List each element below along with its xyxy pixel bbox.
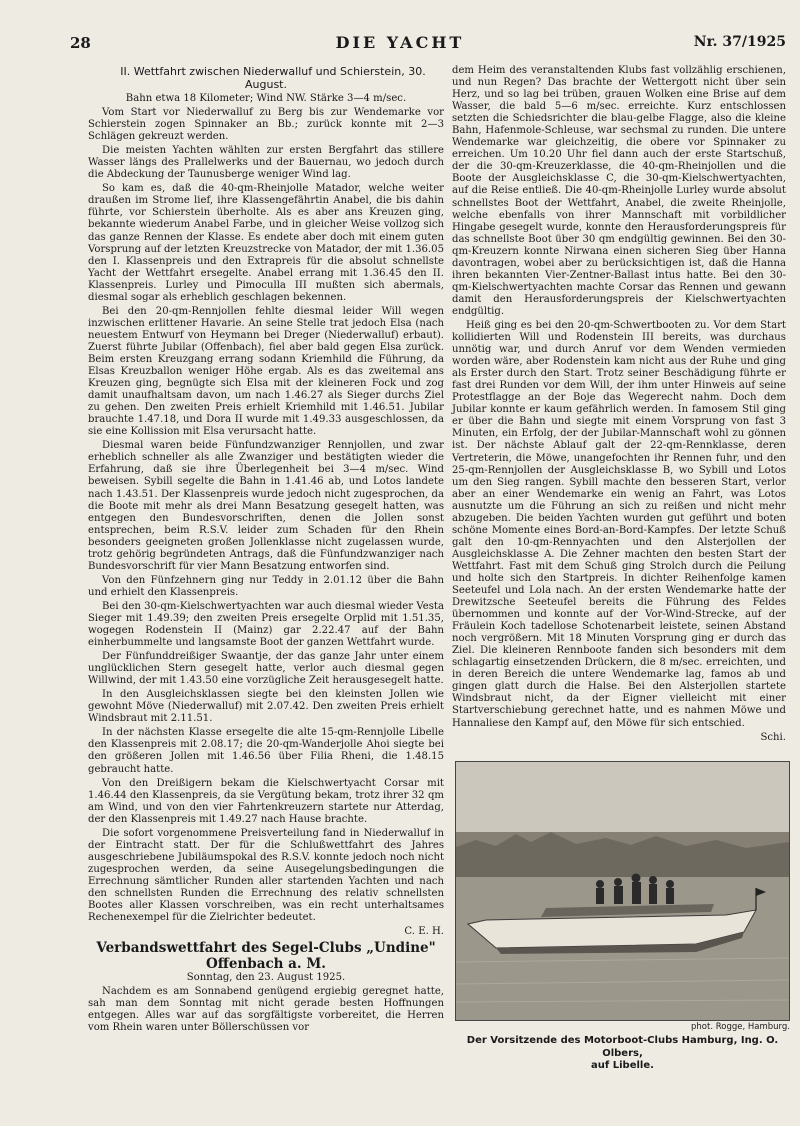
paragraph: Die sofort vorgenommene Preisverteilung fand in Niederwalluf in der Eintracht statt. Der für die Schlußwettfahrt des Jahres ausgeschriebene Jubiläumspokal des R.S.V. konnte jedoch noch nicht zugesprochen werden, da seine Ausegelungsbedingungen die Errechnung sämtlicher Runden aller startenden Yachten und nach den schnellsten Runden die Errechnung des relativ schnellsten Bootes aller Klassen vorschreiben, was ein recht unterhaltsames Rechenexempel für die Zielrichter bedeutet. xyxy=(88,827,444,924)
paragraph: dem Heim des veranstaltenden Klubs fast vollzählig erschienen, und nun Regen? Das brachte der Wettergott nicht über sein Herz, und so lag bei trüben, grauen Wolken eine Brise auf dem Wasser, die bald 5—6 m/sec. erreichte. Kurz entschlossen setzten die Schiedsrichter die blau-gelbe Flagge, also die kleine Bahn, Hafenmole-Schleuse, war sechsmal zu runden. Die untere Wendemarke war gleichzeitig, die obere vor Spinnaker zu erreichen. Um 10.20 Uhr fiel dann auch der erste Startschuß, der die 30-qm-Kreuzerklasse, die 40-qm-Rheinjollen und die Boote der Ausgleichsklasse C, die 30-qm-Kielschwertyachten, auf die Reise entließ. Die 40-qm-Rheinjolle Lurley wurde absolut schnellstes Boot der Wettfahrt, Anabel, die zweite Rheinjolle, welche ebenfalls von ihrer Mannschaft mit vorbildlicher Hingabe gesegelt wurde, konnte den Herausforderungspreis für das schnellste Boot über 30 qm endgültig gewinnen. Bei den 30-qm-Kreuzern konnte Nirwana einen sicheren Sieg über Hanna davontragen, wobei aber zu berücksichtigen ist, daß die Hanna ihren bekannten Vier-Zentner-Ballast intus hatte. Bei den 30-qm-Kielschwertyachten machte Corsar das Rennen und gewann damit den Herausforderungspreis der Kielschwertyachten endgültig. xyxy=(452,65,786,317)
paragraph: Vom Start vor Niederwalluf zu Berg bis zur Wendemarke vor Schierstein zogen Spinnaker an Bb.; zurück konnte mit 2—3 Schlägen gekreuzt werden. xyxy=(88,107,444,143)
caption-line: auf Libelle. xyxy=(591,1060,654,1071)
paragraph: Bei den 20-qm-Rennjollen fehlte diesmal leider Will wegen inzwischen erlittener Havarie. An seine Stelle trat jedoch Elsa (nach neuestem Entwurf von Heymann bei Dreger (Niederwalluf) erbaut). Zuerst führte Jubilar (Offenbach), fiel aber bald gegen Elsa zurück. Beim ersten Kreuzgang errang sodann Kriemhild die Führung, da Elsas Kreuzballon weniger Höhe ergab. Als es das zweitemal ans Kreuzen ging, begnügte sich Elsa mit der kleineren Fock und zog damit unaufhaltsam davon, um nach 1.46.27 als Sieger durchs Ziel zu gehen. Den zweiten Preis erhielt Kriemhild mit 1.46.51. Jubilar brauchte 1.47.18, und Dora II wurde mit 1.49.33 ausgeschlossen, da sie eine Kollission mit Elsa verursacht hatte. xyxy=(88,305,444,438)
article-title: Verbandswettfahrt des Segel-Clubs „Undine" xyxy=(96,940,436,957)
motorboat-photo xyxy=(455,761,790,1021)
section-title: II. Wettfahrt zwischen Niederwalluf und Schierstein, 30. August. xyxy=(120,65,426,91)
issue-number: Nr. 37/1925 xyxy=(693,34,786,50)
paragraph: So kam es, daß die 40-qm-Rheinjolle Matador, welche weiter draußen im Strome lief, ihre Klassengefährtin Anabel, die bis dahin führte, vor Schierstein überholte. Als es aber ans Kreuzen ging, bekannte wiederum Anabel Farbe, und in gleicher Weise vollzog sich das ganze Rennen der Klasse. Es endete aber doch mit einem guten Vorsprung auf der letzten Kreuzstrecke von Matador, der mit 1.36.05 den I. Klassenpreis und den Extrapreis für die absolut schnellste Yacht der Wettfahrt ersegelte. Anabel errang mit 1.36.45 den II. Klassenpreis. Lurley und Pimoculla III mußten sich abermals, diesmal sogar als erheblich geschlagen bekennen. xyxy=(88,183,444,303)
photo-credit: phot. Rogge, Hamburg. xyxy=(691,1022,790,1032)
right-column xyxy=(452,65,786,746)
paragraph: In den Ausgleichsklassen siegte bei den kleinsten Jollen wie gewohnt Möve (Niederwalluf) mit 2.07.42. Den zweiten Preis erhielt Windsbraut mit 2.11.51. xyxy=(88,689,444,725)
author-signature: C. E. H. xyxy=(404,926,444,938)
photo-caption xyxy=(455,1035,790,1073)
paragraph: In der nächsten Klasse ersegelte die alte 15-qm-Rennjolle Libelle den Klassenpreis mit 2.08.17; die 20-qm-Wanderjolle Ahoi siegte bei den größeren Jollen mit 1.46.56 über Filia Rheni, die 1.48.15 gebraucht hatte. xyxy=(88,727,444,775)
paragraph: Der Fünfunddreißiger Swaantje, der das ganze Jahr unter einem unglücklichen Stern gesegelt hatte, verlor auch diesmal gegen Willwind, der mit 1.43.50 eine vorzügliche Zeit herausgesegelt hatte. xyxy=(88,651,444,687)
paragraph: Bei den 30-qm-Kielschwertyachten war auch diesmal wieder Vesta Sieger mit 1.49.39; den zweiten Preis ersegelte Orplid mit 1.51.35, wogegen Rodenstein II (Mainz) gar 2.22.47 auf der Bahn einherbummelte und langsamste Boot der ganzen Wettfahrt wurde. xyxy=(88,600,444,649)
paragraph: Diesmal waren beide Fünfundzwanziger Rennjollen, und zwar erheblich schneller als alle Zwanziger und bestätigten wieder die Erfahrung, daß sie ihre Überlegenheit bei 3—4 m/sec. Wind beweisen. Sybill segelte die Bahn in 1.41.46 ab, und Lotos landete nach 1.43.51. Der Klassenpreis wurde jedoch nicht zugesprochen, da die Boote mit mehr als drei Mann Besatzung gesegelt hatten, was entgegen den Bundesvorschriften, denen die Jollen sonst entsprechen, beim R.S.V. leider zum Schaden für den Rhein besonders geeigneten großen Jollenklasse nicht zugelassen wurde, trotz gehörig begründeten Antrags, daß die Fünfundzwanziger nach Bundesvorschrift für vier Mann Besatzung entworfen sind. xyxy=(88,440,444,572)
article-place: Offenbach a. M. xyxy=(206,956,326,973)
section-subtitle: Bahn etwa 18 Kilometer; Wind NW. Stärke 3—4 m/sec. xyxy=(125,93,407,104)
page-header xyxy=(0,34,800,60)
motorboat-illustration xyxy=(456,762,789,1020)
magazine-title: DIE YACHT xyxy=(335,33,465,52)
paragraph: Nachdem es am Sonnabend genügend ergiebig geregnet hatte, sah man dem Sonntag mit nicht gerade besten Hoffnungen entgegen. Alles war auf das sorgfältigste vorbereitet, die Herren vom Rhein waren unter Böllerschüssen vor xyxy=(88,986,444,1034)
caption-line: Der Vorsitzende des Motorboot-Clubs Hamburg, Ing. O. Olbers, xyxy=(466,1035,779,1059)
paragraph: Von den Fünfzehnern ging nur Teddy in 2.01.12 über die Bahn und erhielt den Klassenpreis. xyxy=(88,574,444,598)
article-date: Sonntag, den 23. August 1925. xyxy=(186,972,346,984)
paragraph: Heiß ging es bei den 20-qm-Schwertbooten zu. Vor dem Start kollidierten Will und Rodenstein III bereits, was durchaus unnötig war, und durch Anruf vor dem Wenden vermieden worden wäre, aber Rodenstein kam nicht aus der Ruhe und ging als Erster durch den Start. Trotz seiner Beschädigung führte er fast drei Runden vor dem Will, der ihm unter Hinweis auf seine Protestflagge an der Boje das Wegerecht nahm. Doch dem Jubilar konnte er kaum gefährlich werden. In famosem Stil ging er über die Bahn und siegte mit einem Vorsprung von fast 3 Minuten, ein Erfolg, der der Jubilar-Mannschaft wohl zu gönnen ist. Der nächste Ablauf galt der 22-qm-Rennklasse, deren Vertreterin, die Möwe, unangefochten ihr Rennen fuhr, und den 25-qm-Rennjollen der Ausgleichsklasse B, wo Sybill und Lotos um den Sieg rangen. Sybill machte den besseren Start, verlor aber an einer Wendemarke ein wenig an Fahrt, was Lotos ausnutzte um die Führung an sich zu reißen und nicht mehr abzugeben. Die beiden Yachten wurden gut geführt und boten schöne Momente eines Bord-an-Bord-Kampfes. Der letzte Schuß galt den 10-qm-Rennyachten und den Alsterjollen der Ausgleichsklasse A. Die Zehner machten den besten Start der Wettfahrt. Fast mit dem Schuß ging Strolch durch die Peilung und holte sich den Startpreis. In dichter Reihenfolge kamen Seeteufel und Lola nach. An der ersten Wendemarke hatte der Drewitzsche Seeteufel bereits die Führung des Feldes übernommen und konnte auf der Vor-Wind-Strecke, auf der Fräulein Koch tadellose Schotenarbeit leistete, seinen Abstand noch vergrößern. Mit 18 Minuten Vorsprung ging er durch das Ziel. Die kleineren Rennboote fanden sich besonders mit dem schlagartig einsetzenden Drückern, die 8 m/sec. erreichten, und in deren Bereich die untere Wendemarke lag, famos ab und gingen glatt durch die Halse. Bei den Alsterjollen startete Windsbraut nicht, da der Eigner vielleicht mit einer Startverschiebung gerechnet hatte, und es nahmen Möwe und Hannaliese den Kampf auf, den Möwe für sich entschied. xyxy=(452,319,786,729)
paragraph: Von den Dreißigern bekam die Kielschwertyacht Corsar mit 1.46.44 den Klassenpreis, da sie Vergütung bekam, trotz ihrer 32 qm am Wind, und von den vier Fahrtenkreuzern startete nur Atterdag, der den Klassenpreis mit 1.49.27 nach Hause brachte. xyxy=(88,777,444,825)
page-number: 28 xyxy=(70,34,91,52)
paragraph: Die meisten Yachten wählten zur ersten Bergfahrt das stillere Wasser längs des Prallelwerks und der Bauernau, wo jedoch durch die Abdeckung der Taunusberge weniger Wind lag. xyxy=(88,145,444,181)
left-column xyxy=(88,65,444,1036)
author-signature: Schi. xyxy=(760,731,786,743)
